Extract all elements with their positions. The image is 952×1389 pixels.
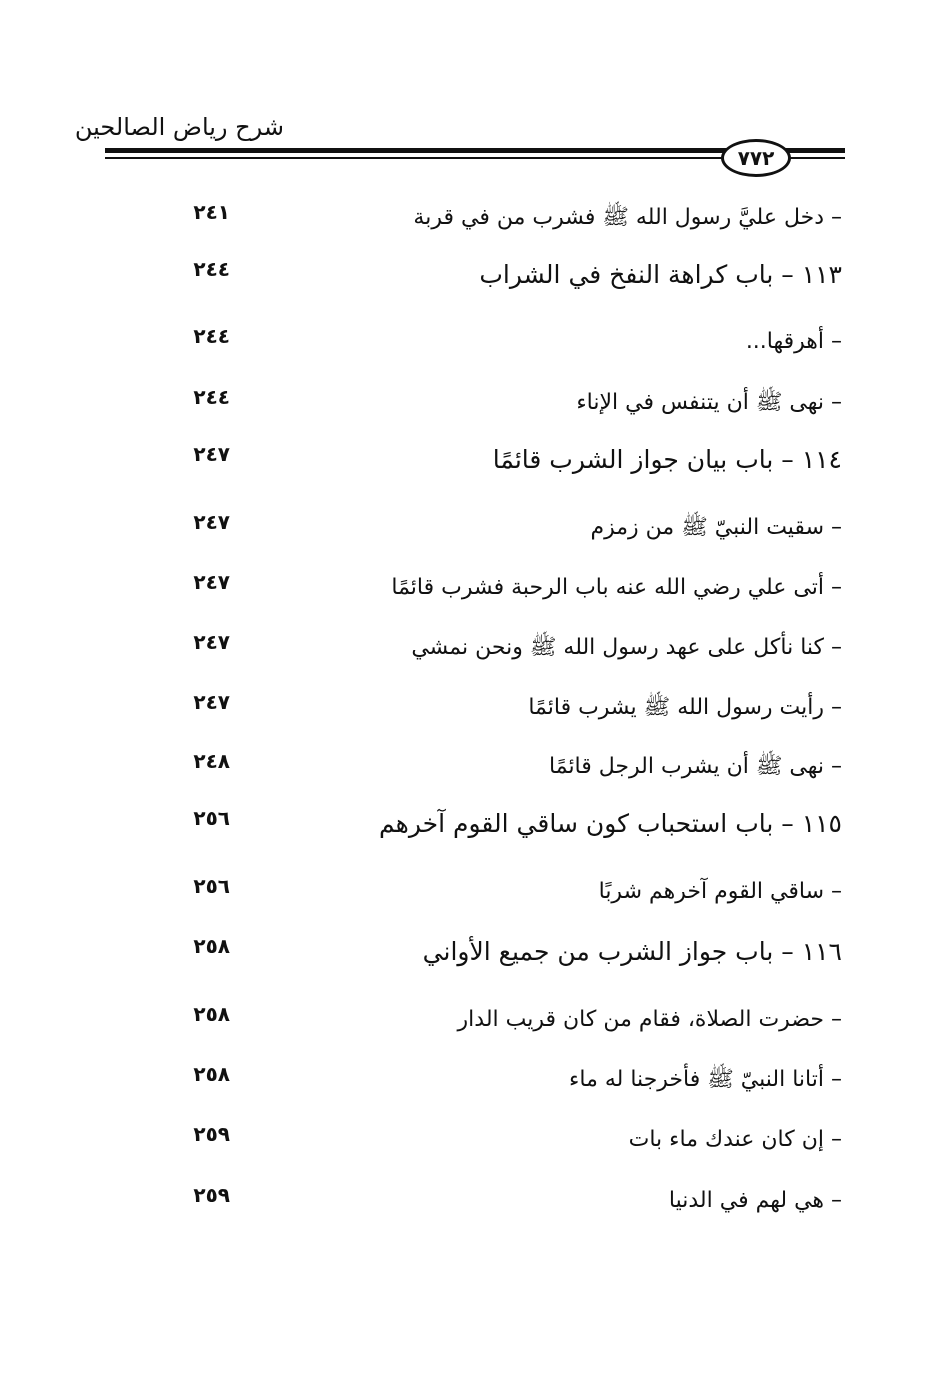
toc-entry: [0, 568, 952, 612]
toc-entry-text: – أتى علي رضي الله عنه باب الرحبة فشرب قائمًا: [391, 575, 842, 600]
toc-entry-text: – نهى ﷺ أن يشرب الرجل قائمًا: [549, 754, 842, 779]
toc-chapter-text: ١١٣ – باب كراهة النفخ في الشراب: [479, 260, 842, 289]
toc-chapter: [0, 804, 952, 848]
toc-entry-page: ٢٥٦: [193, 806, 230, 830]
toc-entry: [0, 1181, 952, 1225]
toc-chapter: [0, 932, 952, 976]
toc-entry-page: ٢٤٧: [193, 690, 230, 714]
toc-entry: [0, 322, 952, 366]
toc-entry-page: ٢٤٧: [193, 510, 230, 534]
toc-entry-text: – كنا نأكل على عهد رسول الله ﷺ ونحن نمشي: [411, 635, 842, 660]
toc-entry-page: ٢٥٦: [193, 874, 230, 898]
toc-entry-page: ٢٤٨: [193, 749, 230, 773]
toc-entry-page: ٢٤٤: [193, 385, 230, 409]
book-title: شرح رياض الصالحين: [74, 113, 284, 141]
toc-entry-page: ٢٥٨: [193, 1062, 230, 1086]
toc-entry-text: – هي لهم في الدنيا: [668, 1188, 842, 1213]
toc-entry-page: ٢٤٧: [193, 570, 230, 594]
toc-chapter: [0, 440, 952, 484]
toc-entry: [0, 508, 952, 552]
toc-entry-page: ٢٤٤: [193, 257, 230, 281]
toc-entry-page: ٢٤٧: [193, 630, 230, 654]
toc-entry: [0, 688, 952, 732]
toc-entry-text: – سقيت النبيّ ﷺ من زمزم: [590, 515, 842, 540]
toc-entry-text: – دخل عليَّ رسول الله ﷺ فشرب من في قربة: [413, 205, 842, 230]
toc-entry: [0, 747, 952, 791]
toc-entry: [0, 872, 952, 916]
toc-entry-page: ٢٥٩: [193, 1122, 230, 1146]
page-number-badge: [721, 139, 791, 177]
toc-entry-text: – أهرقها...: [745, 329, 842, 354]
toc-entry-page: ٢٤١: [193, 200, 230, 224]
toc-entry-text: – أتانا النبيّ ﷺ فأخرجنا له ماء: [569, 1067, 842, 1092]
toc-entry: [0, 198, 952, 242]
toc-entry-page: ٢٤٧: [193, 442, 230, 466]
toc-entry: [0, 1120, 952, 1164]
toc-entry-text: – رأيت رسول الله ﷺ يشرب قائمًا: [528, 695, 842, 720]
toc-chapter: [0, 255, 952, 299]
toc-chapter-text: ١١٤ – باب بيان جواز الشرب قائمًا: [492, 445, 842, 474]
toc-entry: [0, 1060, 952, 1104]
toc-chapter-text: ١١٦ – باب جواز الشرب من جميع الأواني: [422, 937, 842, 966]
toc-entry-text: – نهى ﷺ أن يتنفس في الإناء: [576, 390, 842, 415]
toc-entry-text: – حضرت الصلاة، فقام من كان قريب الدار: [457, 1007, 842, 1032]
toc-entry-text: – إن كان عندك ماء بات: [628, 1127, 842, 1152]
toc-entry: [0, 1000, 952, 1044]
toc-entry-text: – ساقي القوم آخرهم شربًا: [598, 879, 842, 904]
toc-entry-page: ٢٤٤: [193, 324, 230, 348]
toc-entry-page: ٢٥٨: [193, 1002, 230, 1026]
toc-chapter-text: ١١٥ – باب استحباب كون ساقي القوم آخرهم: [379, 809, 842, 838]
page-number: ٧٧٢: [737, 146, 775, 170]
toc-entry-page: ٢٥٩: [193, 1183, 230, 1207]
toc-entry: [0, 383, 952, 427]
toc-entry-page: ٢٥٨: [193, 934, 230, 958]
toc-entry: [0, 628, 952, 672]
